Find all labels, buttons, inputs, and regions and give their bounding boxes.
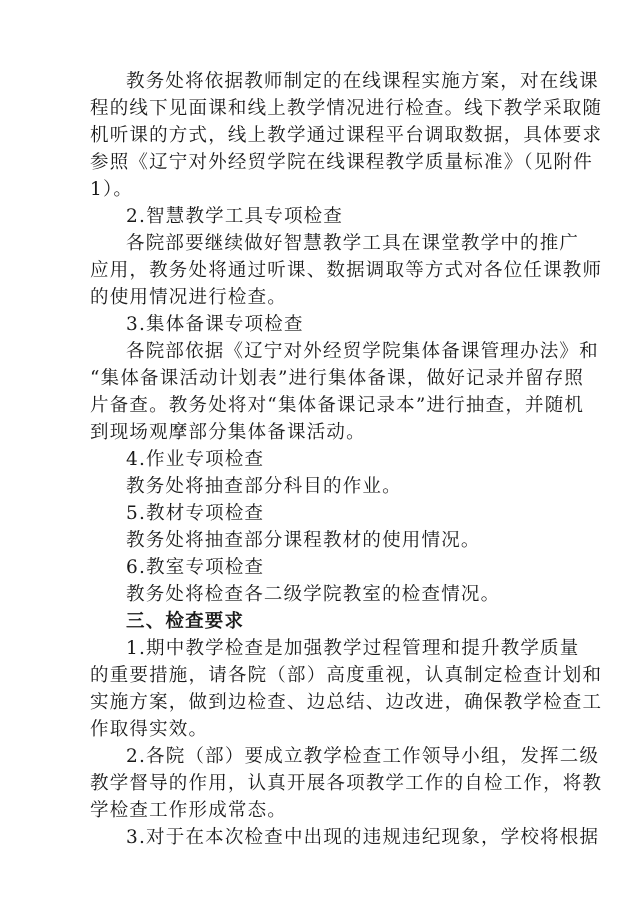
subsection-heading: 6.教室专项检查 [126, 557, 265, 578]
body-text-line: 教学督导的作用，认真开展各项教学工作的自检工作，将教 [90, 773, 603, 794]
section-heading: 三、检查要求 [126, 611, 245, 632]
body-text-line: 教务处将依据教师制定的在线课程实施方案，对在线课 [126, 71, 599, 92]
body-text-line: “集体备课活动计划表”进行集体备课，做好记录并留存照 [90, 368, 585, 389]
body-text-line: 教务处将检查各二级学院教室的检查情况。 [126, 584, 501, 605]
body-text-line: 应用，教务处将通过听课、数据调取等方式对各位任课教师 [90, 260, 603, 281]
body-text-line: 的重要措施，请各院（部）高度重视，认真制定检查计划和 [90, 665, 603, 686]
body-text-line: 教务处将抽查部分科目的作业。 [126, 476, 402, 497]
body-text-line: 1）。 [90, 179, 134, 200]
body-text-line: 的使用情况进行检查。 [90, 287, 288, 308]
body-text-line: 学检查工作形成常态。 [90, 800, 288, 821]
body-text-line: 各院部要继续做好智慧教学工具在课堂教学中的推广 [126, 233, 580, 254]
body-text-line: 教务处将抽查部分课程教材的使用情况。 [126, 530, 481, 551]
body-text-line: 到现场观摩部分集体备课活动。 [90, 422, 366, 443]
body-text-line: 参照《辽宁对外经贸学院在线课程教学质量标准》（见附件 [90, 152, 593, 173]
body-text-line: 2.各院（部）要成立教学检查工作领导小组，发挥二级 [126, 746, 600, 767]
subsection-heading: 5.教材专项检查 [126, 503, 265, 524]
subsection-heading: 3.集体备课专项检查 [126, 314, 304, 335]
body-text-line: 各院部依据《辽宁对外经贸学院集体备课管理办法》和 [126, 341, 599, 362]
body-text-line: 作取得实效。 [90, 719, 209, 740]
body-text-line: 机听课的方式，线上教学通过课程平台调取数据，具体要求 [90, 125, 603, 146]
subsection-heading: 2.智慧教学工具专项检查 [126, 206, 344, 227]
body-text-line: 片备查。教务处将对“集体备课记录本”进行抽查，并随机 [90, 395, 585, 416]
body-text-line: 程的线下见面课和线上教学情况进行检查。线下教学采取随 [90, 98, 603, 119]
body-text-line: 实施方案，做到边检查、边总结、边改进，确保教学检查工 [90, 692, 603, 713]
body-text-line: 1.期中教学检查是加强教学过程管理和提升教学质量 [126, 638, 580, 659]
body-text-line: 3.对于在本次检查中出现的违规违纪现象，学校将根据 [126, 827, 600, 848]
subsection-heading: 4.作业专项检查 [126, 449, 265, 470]
